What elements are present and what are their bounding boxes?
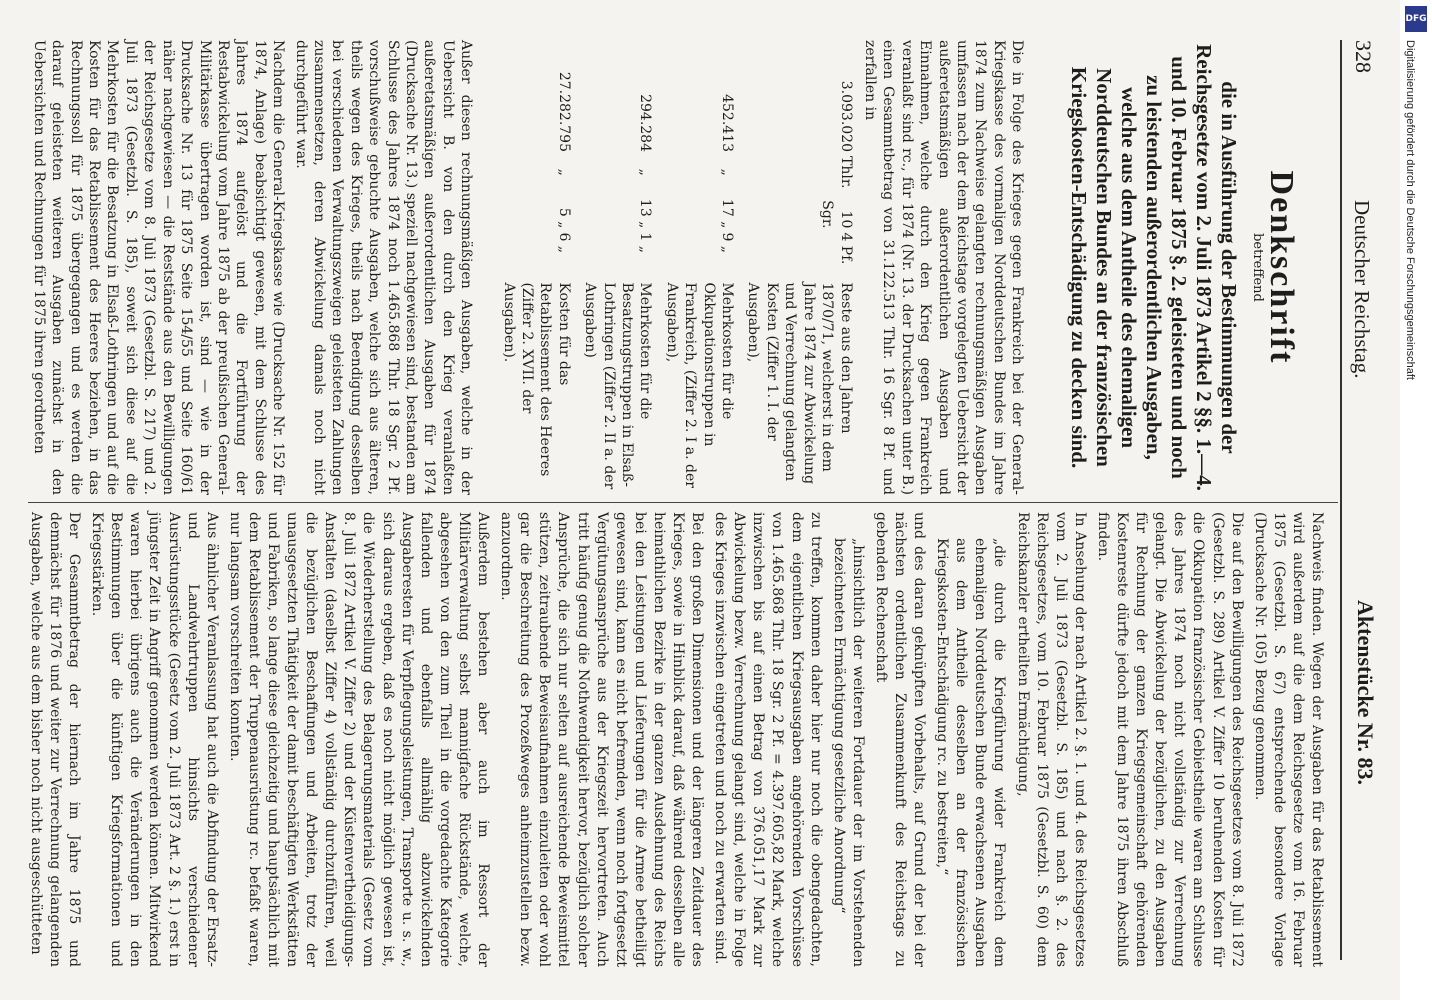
- column-divider: [28, 502, 1338, 503]
- paragraph: und des daran geknüpften Vorbehalts, auf Grund der bei der nächsten ordentlichen Zusammenkunft des Reichstags zu gebenden Rechenschaft: [872, 512, 928, 967]
- paragraph: Bei den großen Dimensionen und der längeren Zeitdauer des Krieges, sowie in Hinblick darauf, daß während desselben alle heimathlichen Bezirke in der ganzen Ausdehnung des Reichs bei den Leistungen und Lieferungen für die Armee betheiligt gewesen sind, kann es nicht befremden, wenn noch fortgesetzt Vergütungsansprüche aus der Kriegszeit hervortreten. Auch tritt häufig genug die Nothwendigkeit hervor, bezüglich solcher Ansprüche, die sich nur selten auf ausreichende Beweismittel stützen, zeitraubende Beweisaufnahmen einzuleiten oder wohl gar die Beschreitung des Prozeßweges anheimzustellen bezw. anzuordnen.: [498, 512, 706, 967]
- table-row: [736, 40, 854, 495]
- amount-cell: 294.284: [637, 94, 654, 152]
- table-row: [491, 40, 573, 495]
- block-quote: „hinsichtlich der weiteren Fortdauer der im Vorstehenden bezeichneten Ermächtigung gesetzliche Anordnung“: [830, 538, 866, 967]
- document-subtitle: die in Ausführung der Bestimmungen der Reichsgesetze vom 2. Juli 1873 Artikel 2 §§. 1.—4. und 10. Februar 1875 §. 2. geleisteten und noch zu leistenden außerordentlichen Ausgaben, welche aus dem Antheile des ehemaligen Norddeutschen Bundes an der französischen Kriegskosten-Entschädigung zu decken sind.: [1067, 44, 1242, 491]
- pf-cell: 4 Pf.: [837, 232, 854, 265]
- paragraph: Außer diesen rechnungsmäßigen Ausgaben, welche in der Uebersicht B. von den durch den Krieg veranlaßten außeretatsmäßigen außerordentlichen Ausgaben für 1874 (Drucksache Nr. 13.) speziell nachgewiesen sind, bestanden am Schlusse des Jahres 1874 noch 1.465.868 Thlr. 18 Sgr. 2 Pf. vorschußweise gebuchte Ausgaben, welche sich aus älteren, theils wegen des Krieges, theils nach Beendigung desselben bei verschiedenen Verwaltungszweigen geleisteten Zahlungen zusammensetzen, deren Abwickelung damals noch nicht durchgeführt war.: [292, 40, 475, 495]
- paragraph: Die auf den Bewilligungen des Reichsgesetzes vom 8. Juli 1872 (Gesetzbl. S. 289) Artikel V. Ziffer 10 beruhenden Kosten für die Okkupation französischer Gebietstheile waren am Schlusse des Jahres 1874 noch nicht vollständig zur Verrechnung gelangt. Die Abwickelung der bezüglichen, zu den Ausgaben für Rechnung der ganzen Kriegsgemeinschaft gehörenden Kostenreste dürfte jedoch mit dem Jahre 1875 ihren Abschluß finden.: [1094, 512, 1245, 967]
- paragraph: Der Gesammtbetrag der hiernach im Jahre 1875 und demnächst für 1876 und weiter zur Verrechnung gelangenden Ausgaben, welche aus dem bisher noch nicht ausgeschütteten: [27, 512, 83, 967]
- amount-cell: 27.282.795: [555, 71, 572, 152]
- pf-cell: 6 „: [555, 232, 572, 254]
- digitization-credit: Digitalisierung gefördert durch die Deutsche Forschungsgemeinschaft: [1404, 40, 1416, 380]
- unit-cell: „: [719, 168, 736, 176]
- paragraph: zu treffen, kommen daher hier nur noch die obengedachten, dem eigentlichen Kriegsausgaben angehörenden Vorschüsse von 1.465.868 Thlr. 18 Sgr. 2 Pf. = 4.397.605,82 Mark, welche inzwischen bis auf einen Betrag von 376.051,17 Mark zur Abwickelung bezw. Verrechnung gelangt sind, welche in Folge des Krieges inzwischen eingetreten und noch zu erwarten sind.: [712, 512, 824, 967]
- amount-cell: 3.093.020: [837, 80, 854, 152]
- paragraph: In Ansehung der nach Artikel 2. §. 1. und 4. des Reichsgesetzes vom 2. Juli 1873 (Gesetzbl. S. 185) und nach §. 2. des Reichsgesetzes, vom 10. Februar 1875 (Gesetzbl. S. 60) dem Reichskanzler ertheilten Ermächtigung,: [1014, 512, 1088, 967]
- description-cell: Mehrkosten für die Besatzungstruppen in Elsaß-Lothringen (Ziffer 2. II a. der Ausgaben): [582, 282, 654, 490]
- paragraph: Nachdem die General-Kriegskasse wie (Drucksache Nr. 152 für 1874, Anlage) beabsichtigt gewesen, mit dem Schlusse des Jahres 1874 aufgelöst und die Fortführung der Restabwickelung vom Jahre 1875 ab der preußischen General-Militärkasse übertragen worden ist, sind — wie in der Drucksache Nr. 13 für 1875 Seite 154/55 und Seite 160/61 näher nachgewiesen — die Reststände aus den Bewilligungen der Reichsgesetze vom 8. Juli 1873 (Gesetzbl. S. 217) und 2. Juli 1873 (Gesetzbl. S. 185), soweit sich diese auf die Mehrkosten für die Besatzung in Elsaß-Lothringen und auf die Kosten für das Retablissement des Heeres beziehen, in das Rechnungssoll für 1875 übergegangen und es werden die darauf geleisteten weiteren Ausgaben zunächst in den Uebersichten und Rechnungen für 1875 ihren geordneten: [30, 40, 287, 495]
- pf-cell: 1 „: [637, 232, 654, 254]
- digitization-credit-strip: [1400, 0, 1432, 1000]
- sgr-cell: 10 Sgr.: [819, 200, 854, 229]
- table-row: [573, 40, 655, 495]
- title-betreffend: betreffend: [1249, 233, 1265, 302]
- document-title: Denkschrift: [1263, 170, 1300, 365]
- description-cell: Mehrkosten für die Okkupationstruppen in Frankreich, (Ziffer 2. I a. der Ausgaben),: [663, 282, 736, 488]
- unit-cell: „: [637, 168, 654, 176]
- sgr-cell: 17 „: [719, 198, 736, 229]
- header-left-title: Deutscher Reichstag.: [1350, 200, 1374, 379]
- header-right-title: Aktenstücke Nr. 83.: [1353, 600, 1378, 785]
- pf-cell: 9 „: [719, 232, 736, 254]
- amount-cell: 452.413: [719, 94, 736, 152]
- paragraph: Aus ähnlicher Veranlassung hat auch die Abfindung der Ersatz- und Landwehrtruppen hinsichts verschiedener Ausrüstungsstücke (Gesetz vom 2. Juli 1873 Art. 2 §. 1.) erst in jüngster Zeit in Angriff genommen werden können. Mitwirkend waren hierbei übrigens auch die Veränderungen in den Bestimmungen über die künftigen Kriegsformationen und Kriegsstärken.: [89, 512, 220, 967]
- sgr-cell: 5 „: [555, 207, 572, 229]
- dfg-logo: DFG: [1405, 6, 1427, 32]
- paragraph: Die in Folge des Krieges gegen Frankreich bei der General-Kriegskasse des vormaligen Norddeutschen Bundes im Jahre 1874 zum Nachweise gelangten rechnungsmäßigen Ausgaben umfassen nach der dem Reichstage vorgelegten Uebersicht der außeretatsmäßigen außerordentlichen Ausgaben und Einnahmen, welche durch den Krieg gegen Frankreich veranlaßt sind rc., für 1874 (Nr. 13. der Drucksachen unter B.) einen Gesammtbetrag von 31.122.513 Thlr. 16 Sgr. 8 Pf. und zerfallen in: [861, 40, 1026, 495]
- block-quote: „die durch die Kriegführung wider Frankreich dem ehemaligen Norddeutschen Bunde erwachsenen Ausgaben aus dem Antheile desselben an der französischen Kriegskosten-Entschädigung rc. zu bestreiten,“: [934, 538, 1008, 967]
- sgr-cell: 13 „: [637, 198, 654, 229]
- expense-table: [491, 40, 854, 495]
- header-rule: [1340, 40, 1342, 960]
- running-header: [1342, 40, 1382, 970]
- paragraph: Nachweis finden. Wegen der Ausgaben für das Retablissement wird außerdem auf die dem Reichsgesetze vom 16. Februar 1875 (Gesetzbl. S. 67) entsprechende besondere Vorlage (Drucksache Nr. 105) Bezug genommen.: [1251, 512, 1325, 967]
- page-number: 328: [1351, 40, 1376, 73]
- description-cell: Reste aus den Jahren 1870/71, welcherst in dem Jahre 1874 zur Abwickelung und Verrechnung gelangten Kosten (Ziffer 1. I. der Ausgaben),: [745, 282, 854, 485]
- description-cell: Kosten für das Retablissement des Heeres (Ziffer 2. XVII. der Ausgaben).: [500, 282, 572, 477]
- table-row: [654, 40, 736, 495]
- left-column: [25, 40, 1326, 495]
- right-column: [22, 512, 1326, 967]
- paragraph: Außerdem bestehen aber auch im Ressort der Militärverwaltung selbst mannigfache Rückstände, welche, abgesehen von den zum Theil in die vorgedachte Kategorie fallenden und ebenfalls allmählig abzuwickelnden Ausgaberesten für Verpflegungsleistungen, Transporte u. s. w., sich daraus ergeben, daß es noch nicht möglich gewesen ist, die Wiederherstellung des Belagerungsmaterials (Gesetz vom 8. Juli 1872 Artikel V. Ziffer 2) und der Küstenvertheidigungs-Anstalten (daselbst Ziffer 4) vollständig durchzuführen, weil die bezüglichen Beschaffungen und Arbeiten, trotz der unausgesetzten Thätigkeit der damit beschäftigten Werkstätten und Fabriken, so lange diese gleichzeitig und hauptsächlich mit dem Retablissement der Truppenausrüstung rc. befaßt waren, nur langsam vorschreiten konnten.: [226, 512, 492, 967]
- unit-cell: „: [555, 168, 572, 176]
- unit-cell: Thlr.: [837, 156, 854, 189]
